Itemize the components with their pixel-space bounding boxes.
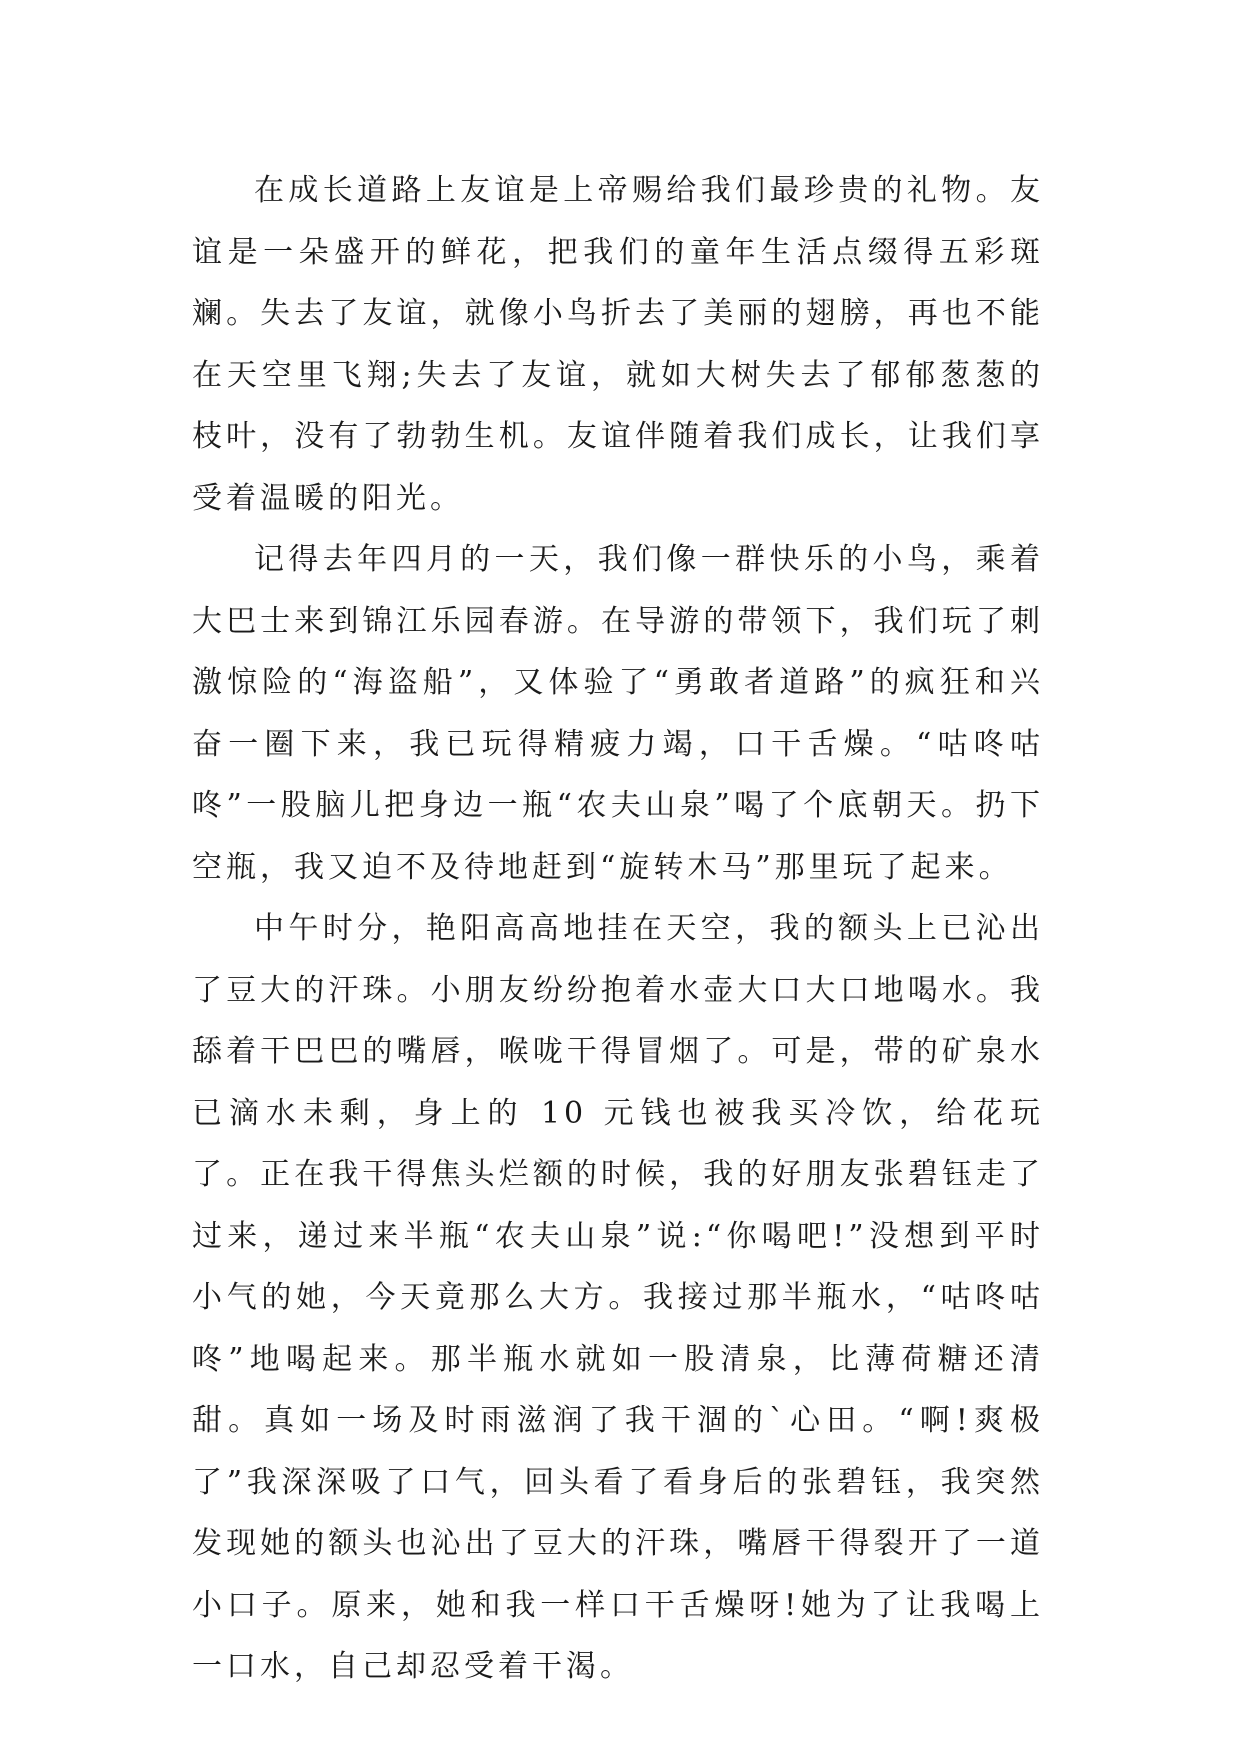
paragraph-3: 中午时分，艳阳高高地挂在天空，我的额头上已沁出了豆大的汗珠。小朋友纷纷抱着水壶大口大口地喝水。我舔着干巴巴的嘴唇，喉咙干得冒烟了。可是，带的矿泉水已滴水未剩，身上的 10 元钱也被我买冷饮，给花玩了。正在我干得焦头烂额的时候，我的好朋友张碧钰走了过来，递过来半瓶“农夫山泉”说:“你喝吧!”没想到平时小气的她，今天竟那么大方。我接过那半瓶水，“咕咚咕咚”地喝起来。那半瓶水就如一股清泉，比薄荷糖还清甜。真如一场及时雨滋润了我干涸的`心田。“啊!爽极了”我深深吸了口气，回头看了看身后的张碧钰，我突然发现她的额头也沁出了豆大的汗珠，嘴唇干得裂开了一道小口子。原来，她和我一样口干舌燥呀!她为了让我喝上一口水，自己却忍受着干渴。 <box>192 911 1044 1684</box>
document-body <box>192 160 1044 1698</box>
paragraph-2: 记得去年四月的一天，我们像一群快乐的小鸟，乘着大巴士来到锦江乐园春游。在导游的带领下，我们玩了刺激惊险的“海盗船”，又体验了“勇敢者道路”的疯狂和兴奋一圈下来，我已玩得精疲力竭，口干舌燥。“咕咚咕咚”一股脑儿把身边一瓶“农夫山泉”喝了个底朝天。扔下空瓶，我又迫不及待地赶到“旋转木马”那里玩了起来。 <box>192 542 1044 885</box>
paragraph-1: 在成长道路上友谊是上帝赐给我们最珍贵的礼物。友谊是一朵盛开的鲜花，把我们的童年生活点缀得五彩斑斓。失去了友谊，就像小鸟折去了美丽的翅膀，再也不能在天空里飞翔;失去了友谊，就如大树失去了郁郁葱葱的枝叶，没有了勃勃生机。友谊伴随着我们成长，让我们享受着温暖的阳光。 <box>192 173 1044 516</box>
